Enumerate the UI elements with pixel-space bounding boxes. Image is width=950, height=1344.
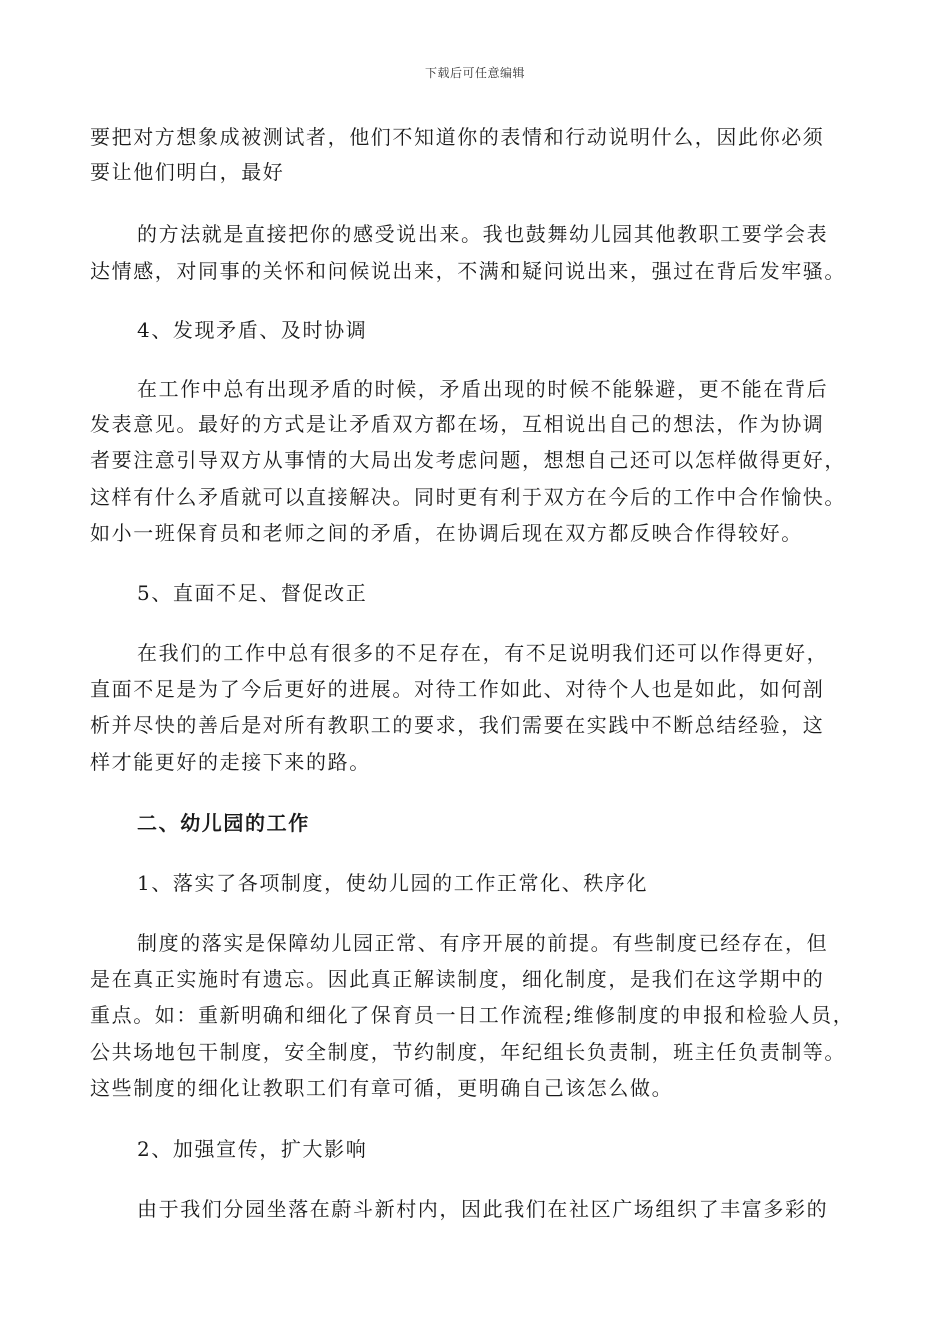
paragraph-line: 析并尽快的善后是对所有教职工的要求，我们需要在实践中不断总结经验，这	[90, 713, 825, 737]
paragraph-line: 制度的落实是保障幼儿园正常、有序开展的前提。有些制度已经存在，但	[137, 931, 829, 955]
paragraph-line: 在工作中总有出现矛盾的时候，矛盾出现的时候不能躲避，更不能在背后	[137, 377, 829, 401]
paragraph-line: 直面不足是为了今后更好的进展。对待工作如此、对待个人也是如此，如何剖	[90, 677, 825, 701]
paragraph-line: 这样有什么矛盾就可以直接解决。同时更有利于双方在今后的工作中合作愉快。	[90, 485, 846, 509]
paragraph-line: 的方法就是直接把你的感受说出来。我也鼓舞幼儿园其他教职工要学会表	[137, 222, 829, 246]
paragraph-line: 要让他们明白，最好	[90, 160, 285, 184]
paragraph-line: 公共场地包干制度，安全制度，节约制度，年纪组长负责制，班主任负责制等。	[90, 1040, 846, 1064]
paragraph-line: 在我们的工作中总有很多的不足存在，有不足说明我们还可以作得更好，	[137, 641, 829, 665]
paragraph-line: 重点。如：重新明确和细化了保育员一日工作流程;维修制度的申报和检验人员，	[90, 1003, 855, 1027]
paragraph-line: 这些制度的细化让教职工们有章可循，更明确自己该怎么做。	[90, 1076, 674, 1100]
paragraph-line: 如小一班保育员和老师之间的矛盾，在协调后现在双方都反映合作得较好。	[90, 521, 803, 545]
paragraph-line: 是在真正实施时有遗忘。因此真正解读制度，细化制度，是我们在这学期中的	[90, 967, 825, 991]
paragraph-line: 样才能更好的走接下来的路。	[90, 750, 371, 774]
paragraph-line: 由于我们分园坐落在蔚斗新村内，因此我们在社区广场组织了丰富多彩的	[137, 1197, 829, 1221]
paragraph-line: 达情感，对同事的关怀和问候说出来，不满和疑问说出来，强过在背后发牢骚。	[90, 259, 846, 283]
section-heading: 5、直面不足、督促改正	[137, 581, 368, 605]
paragraph-line: 者要注意引导双方从事情的大局出发考虑问题，想想自己还可以怎样做得更好，	[90, 448, 846, 472]
section-heading: 1、落实了各项制度，使幼儿园的工作正常化、秩序化	[137, 871, 649, 895]
section-heading: 2、加强宣传，扩大影响	[137, 1137, 368, 1161]
section-heading: 4、发现矛盾、及时协调	[137, 318, 368, 342]
paragraph-line: 发表意见。最好的方式是让矛盾双方都在场，互相说出自己的想法，作为协调	[90, 412, 825, 436]
page-header: 下载后可任意编辑	[424, 66, 525, 80]
paragraph-line: 要把对方想象成被测试者，他们不知道你的表情和行动说明什么，因此你必须	[90, 125, 825, 149]
chapter-heading: 二、幼儿园的工作	[137, 811, 310, 835]
